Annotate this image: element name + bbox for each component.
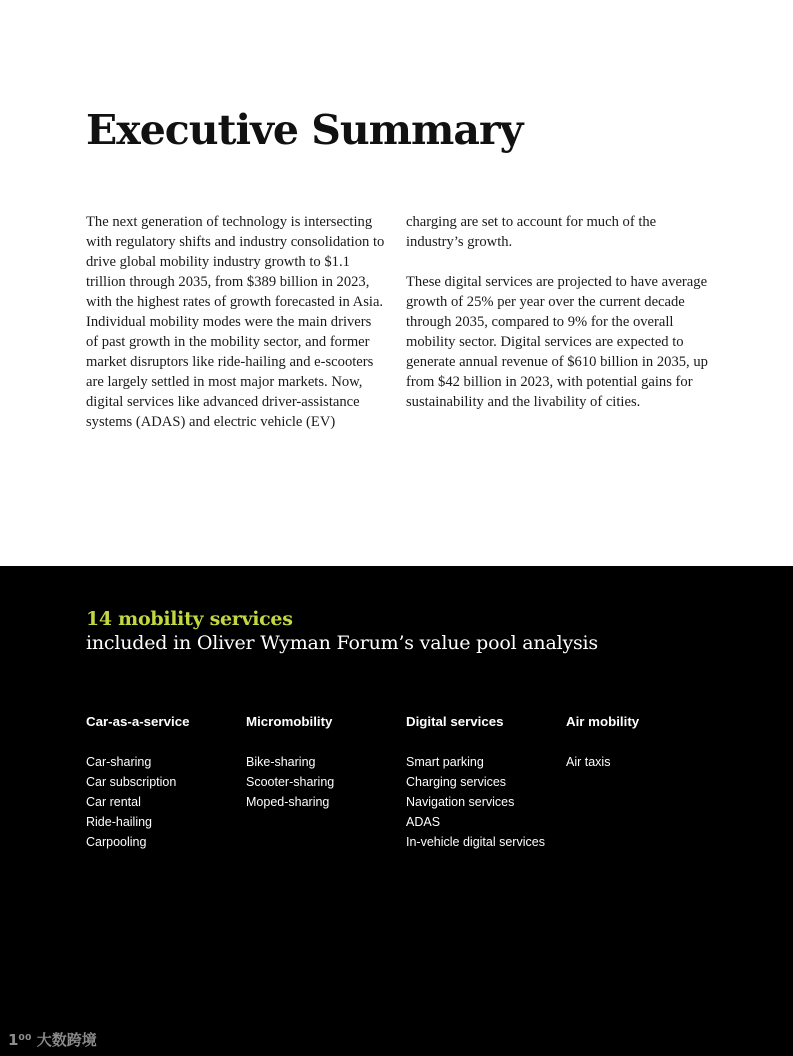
category-car-as-a-service: [86, 712, 246, 852]
category-list: [406, 752, 566, 852]
service-item: Ride-hailing: [86, 815, 153, 829]
service-item: Charging services: [406, 775, 507, 789]
page-title: Executive Summary: [86, 106, 523, 154]
services-subheading: included in Oliver Wyman Forum’s value pool analysis: [86, 632, 598, 654]
service-item: Moped-sharing: [246, 795, 330, 809]
category-digital-services: [406, 712, 566, 852]
service-item: Car subscription: [86, 775, 177, 789]
services-headline: [86, 607, 598, 655]
service-item: Scooter-sharing: [246, 775, 335, 789]
watermark-logo: 1⁰⁰ 大数跨境: [8, 1031, 97, 1049]
category-list: [246, 752, 406, 812]
category-heading: Air mobility: [566, 714, 640, 729]
category-air-mobility: [566, 712, 726, 772]
service-item: Smart parking: [406, 755, 484, 769]
service-item: Car rental: [86, 795, 141, 809]
service-item: In-vehicle digital services: [406, 835, 545, 849]
category-list: [566, 752, 726, 772]
category-list: [86, 752, 246, 852]
service-item: Car-sharing: [86, 755, 152, 769]
service-item: Bike-sharing: [246, 755, 316, 769]
services-count-heading: 14 mobility services: [86, 608, 293, 630]
service-item: Air taxis: [566, 755, 611, 769]
summary-paragraph: These digital services are projected to have average growth of 25% per year over the current decade through 2035, compared to 9% for the overall mobility sector. Digital services are expected to generate annual revenue of $610 billion in 2035, up from $42 billion in 2023, with potential gains for sustainability and the livability of cities.: [406, 274, 708, 410]
category-heading: Car-as-a-service: [86, 714, 190, 729]
summary-paragraph: The next generation of technology is intersecting with regulatory shifts and industry consolidation to drive global mobility industry growth to $1.1 trillion through 2035, from $389 billion in 2023, with the highest rates of growth forecasted in Asia. Individual mobility modes were the main drivers of past growth in the mobility sector, and former market disruptors like ride-hailing and e-scooters are largely settled in most major markets. Now, digital services like advanced driver-assistance systems (ADAS) and electric vehicle (EV): [86, 214, 385, 430]
category-heading: Micromobility: [246, 714, 333, 729]
summary-column-right: [406, 212, 708, 412]
service-item: ADAS: [406, 815, 441, 829]
category-micromobility: [246, 712, 406, 812]
service-item: Carpooling: [86, 835, 147, 849]
service-item: Navigation services: [406, 795, 515, 809]
summary-paragraph: charging are set to account for much of the industry’s growth.: [406, 214, 657, 250]
category-heading: Digital services: [406, 714, 504, 729]
mobility-services-section: [0, 566, 793, 1056]
summary-column-left: [86, 212, 386, 432]
